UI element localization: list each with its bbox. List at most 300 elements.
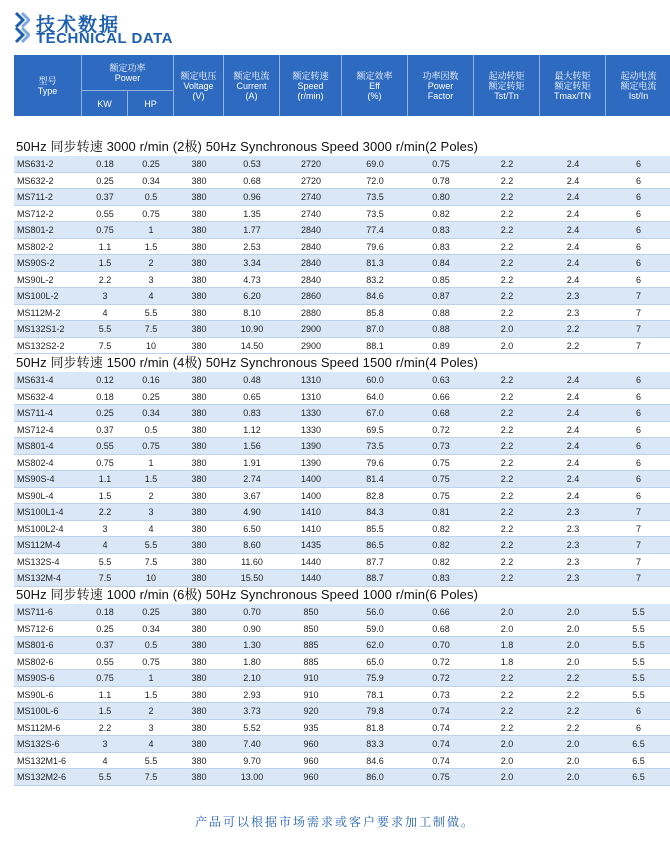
cell-speed: 1410 xyxy=(300,523,322,534)
table-row xyxy=(14,239,670,256)
cell-eff: 56.0 xyxy=(366,607,384,617)
cell-kw: 1.5 xyxy=(98,706,112,716)
table-row xyxy=(14,255,670,272)
cell-tst: 2.2 xyxy=(500,175,514,186)
cell-current: 1.12 xyxy=(243,424,261,435)
cell-tmax: 2.0 xyxy=(566,607,580,617)
cell-voltage: 380 xyxy=(191,656,207,667)
cell-current: 11.60 xyxy=(241,556,263,567)
cell-voltage: 380 xyxy=(191,324,207,334)
section-rows xyxy=(14,156,670,354)
cell-tmax: 2.3 xyxy=(566,556,580,567)
cell-tst: 2.2 xyxy=(500,241,514,252)
cell-eff: 79.6 xyxy=(366,457,384,468)
cell-power-factor: 0.73 xyxy=(432,689,450,700)
cell-speed: 2840 xyxy=(300,274,322,285)
table-row xyxy=(14,189,670,206)
cell-speed: 2720 xyxy=(300,175,322,186)
cell-current: 3.34 xyxy=(243,258,261,268)
cell-kw: 4 xyxy=(102,307,108,318)
cell-kw: 3 xyxy=(102,523,108,534)
cell-ist: 6 xyxy=(635,225,641,235)
cell-tst: 2.2 xyxy=(500,225,514,235)
cell-tst: 2.2 xyxy=(500,573,514,583)
cell-tmax: 2.4 xyxy=(566,490,580,501)
cell-type: MS132S-6 xyxy=(17,739,60,749)
cell-tmax: 2.0 xyxy=(566,656,580,667)
cell-power-factor: 0.66 xyxy=(432,607,450,617)
cell-voltage: 380 xyxy=(191,441,207,451)
cell-tst: 2.2 xyxy=(500,474,514,484)
cell-current: 8.60 xyxy=(243,540,261,550)
cell-ist: 7 xyxy=(635,523,641,534)
cell-tmax: 2.4 xyxy=(566,208,580,219)
cell-power-factor: 0.82 xyxy=(432,523,450,534)
cell-speed: 2720 xyxy=(300,159,322,169)
cell-tst: 2.2 xyxy=(500,706,514,716)
cell-kw: 0.55 xyxy=(96,656,114,667)
cell-speed: 850 xyxy=(303,623,319,634)
cell-voltage: 380 xyxy=(191,556,207,567)
cell-eff: 73.5 xyxy=(366,192,384,202)
cell-current: 0.68 xyxy=(243,175,261,186)
cell-type: MS90S-2 xyxy=(17,258,55,268)
cell-current: 5.52 xyxy=(243,722,261,733)
cell-speed: 2740 xyxy=(300,208,322,219)
cell-type: MS802-6 xyxy=(17,656,54,667)
cell-tst: 2.2 xyxy=(500,391,514,402)
cell-eff: 79.8 xyxy=(366,706,384,716)
cell-ist: 6 xyxy=(635,274,641,285)
cell-type: MS801-6 xyxy=(17,640,54,650)
cell-hp: 2 xyxy=(148,258,154,268)
table-row xyxy=(14,405,670,422)
cell-ist: 7 xyxy=(635,324,641,334)
table-row xyxy=(14,753,670,770)
section-4-poles xyxy=(14,354,670,587)
cell-eff: 73.5 xyxy=(366,208,384,219)
table-row xyxy=(14,389,670,406)
cell-voltage: 380 xyxy=(191,175,207,186)
cell-type: MS631-4 xyxy=(17,375,54,385)
cell-current: 0.70 xyxy=(243,607,261,617)
cell-eff: 69.5 xyxy=(366,424,384,435)
cell-tst: 2.2 xyxy=(500,441,514,451)
cell-voltage: 380 xyxy=(191,523,207,534)
cell-power-factor: 0.82 xyxy=(432,208,450,219)
cell-tst: 2.2 xyxy=(500,291,514,301)
col-ist: 起动电流 额定电流 Ist/In xyxy=(620,70,657,101)
cell-hp: 7.5 xyxy=(144,556,158,567)
cell-power-factor: 0.75 xyxy=(432,490,450,501)
cell-type: MS90S-6 xyxy=(17,673,55,683)
section-rows xyxy=(14,604,670,786)
cell-hp: 5.5 xyxy=(144,540,158,550)
cell-speed: 885 xyxy=(303,656,319,667)
cell-type: MS712-6 xyxy=(17,623,54,634)
cell-voltage: 380 xyxy=(191,258,207,268)
cell-tmax: 2.3 xyxy=(566,573,580,583)
cell-hp: 7.5 xyxy=(144,324,158,334)
cell-ist: 7 xyxy=(635,540,641,550)
cell-eff: 88.7 xyxy=(366,573,384,583)
cell-ist: 6.5 xyxy=(632,772,645,782)
cell-current: 0.48 xyxy=(243,375,261,385)
cell-eff: 84.6 xyxy=(366,291,384,301)
cell-ist: 6 xyxy=(635,391,641,402)
cell-tst: 2.2 xyxy=(500,523,514,534)
cell-ist: 6 xyxy=(635,474,641,484)
cell-voltage: 380 xyxy=(191,424,207,435)
table-row xyxy=(14,288,670,305)
cell-type: MS100L-6 xyxy=(17,706,59,716)
cell-voltage: 380 xyxy=(191,540,207,550)
cell-tst: 2.0 xyxy=(500,755,514,766)
cell-current: 4.90 xyxy=(243,507,261,517)
cell-ist: 6 xyxy=(635,441,641,451)
cell-voltage: 380 xyxy=(191,192,207,202)
cell-current: 1.91 xyxy=(243,457,261,468)
cell-voltage: 380 xyxy=(191,291,207,301)
cell-ist: 5.5 xyxy=(632,640,645,650)
cell-voltage: 380 xyxy=(191,375,207,385)
cell-tmax: 2.2 xyxy=(566,340,580,351)
cell-tmax: 2.4 xyxy=(566,457,580,468)
cell-power-factor: 0.75 xyxy=(432,772,450,782)
cell-current: 2.93 xyxy=(243,689,261,700)
cell-eff: 73.5 xyxy=(366,441,384,451)
cell-ist: 7 xyxy=(635,340,641,351)
col-tmax: 最大转矩 额定转矩 Tmax/TN xyxy=(540,55,606,116)
table-row xyxy=(14,455,670,472)
cell-current: 8.10 xyxy=(243,307,261,318)
cell-power-factor: 0.63 xyxy=(432,375,450,385)
cell-power-factor: 0.66 xyxy=(432,391,450,402)
page-title-en: TECHNICAL DATA xyxy=(36,30,173,47)
cell-kw: 0.18 xyxy=(96,391,114,402)
cell-power-factor: 0.75 xyxy=(432,474,450,484)
cell-hp: 1 xyxy=(148,673,154,683)
cell-kw: 0.55 xyxy=(96,441,114,451)
cell-tmax: 2.3 xyxy=(566,507,580,517)
cell-hp: 0.34 xyxy=(142,408,160,418)
cell-current: 1.77 xyxy=(243,225,261,235)
cell-type: MS112M-2 xyxy=(17,307,61,318)
table-row xyxy=(14,670,670,687)
cell-kw: 0.25 xyxy=(96,408,114,418)
cell-tst: 2.2 xyxy=(500,307,514,318)
cell-kw: 3 xyxy=(102,291,108,301)
cell-power-factor: 0.74 xyxy=(432,755,450,766)
cell-type: MS801-2 xyxy=(17,225,54,235)
cell-tst: 1.8 xyxy=(500,640,514,650)
cell-speed: 1400 xyxy=(300,474,322,484)
cell-current: 4.73 xyxy=(243,274,261,285)
cell-voltage: 380 xyxy=(191,573,207,583)
cell-eff: 78.1 xyxy=(366,689,384,700)
cell-kw: 4 xyxy=(102,540,108,550)
cell-tmax: 2.4 xyxy=(566,175,580,186)
table-row xyxy=(14,570,670,587)
cell-power-factor: 0.83 xyxy=(432,225,450,235)
page-title-cn: 技术数据 xyxy=(36,14,121,36)
cell-power-factor: 0.68 xyxy=(432,408,450,418)
cell-type: MS802-4 xyxy=(17,457,54,468)
cell-speed: 920 xyxy=(303,706,319,716)
cell-speed: 1330 xyxy=(300,408,322,418)
cell-power-factor: 0.83 xyxy=(432,573,450,583)
cell-hp: 1.5 xyxy=(144,241,158,252)
cell-kw: 7.5 xyxy=(98,573,112,583)
footer-note: 产品可以根据市场需求或客户要求加工制做。 xyxy=(194,815,475,829)
cell-type: MS132M-4 xyxy=(17,573,62,583)
cell-kw: 0.18 xyxy=(96,607,114,617)
cell-hp: 5.5 xyxy=(144,755,158,766)
cell-tmax: 2.2 xyxy=(566,706,580,716)
table-row xyxy=(14,372,670,389)
table-row xyxy=(14,321,670,338)
cell-voltage: 380 xyxy=(191,706,207,716)
cell-kw: 7.5 xyxy=(98,340,112,351)
cell-kw: 5.5 xyxy=(98,772,112,782)
cell-tmax: 2.0 xyxy=(566,623,580,634)
cell-kw: 0.37 xyxy=(96,424,114,435)
cell-eff: 72.0 xyxy=(366,175,384,186)
cell-tst: 2.2 xyxy=(500,722,514,733)
cell-power-factor: 0.85 xyxy=(432,274,450,285)
cell-tmax: 2.0 xyxy=(566,772,580,782)
cell-tst: 2.2 xyxy=(500,258,514,268)
cell-speed: 910 xyxy=(303,689,319,700)
cell-speed: 1390 xyxy=(300,441,322,451)
cell-kw: 5.5 xyxy=(98,556,112,567)
cell-type: MS712-4 xyxy=(17,424,54,435)
cell-current: 2.53 xyxy=(243,241,261,252)
cell-speed: 2740 xyxy=(300,192,322,202)
cell-tmax: 2.4 xyxy=(566,474,580,484)
cell-tst: 2.2 xyxy=(500,490,514,501)
cell-hp: 2 xyxy=(148,490,154,501)
cell-power-factor: 0.80 xyxy=(432,192,450,202)
cell-tst: 2.2 xyxy=(500,159,514,169)
cell-ist: 7 xyxy=(635,507,641,517)
cell-type: MS112M-4 xyxy=(17,540,61,550)
cell-eff: 60.0 xyxy=(366,375,384,385)
cell-current: 0.65 xyxy=(243,391,261,402)
cell-eff: 85.5 xyxy=(366,523,384,534)
cell-tmax: 2.3 xyxy=(566,307,580,318)
cell-hp: 7.5 xyxy=(144,772,158,782)
cell-type: MS112M-6 xyxy=(17,722,61,733)
cell-voltage: 380 xyxy=(191,208,207,219)
cell-eff: 82.8 xyxy=(366,490,384,501)
cell-hp: 3 xyxy=(148,507,154,517)
cell-kw: 1.5 xyxy=(98,258,112,268)
section-2-poles xyxy=(14,138,670,354)
cell-kw: 3 xyxy=(102,739,108,749)
cell-tst: 2.2 xyxy=(500,192,514,202)
cell-speed: 960 xyxy=(303,739,319,749)
cell-hp: 0.25 xyxy=(142,159,160,169)
cell-current: 13.00 xyxy=(240,772,264,782)
cell-eff: 65.0 xyxy=(366,656,384,667)
table-row xyxy=(14,206,670,223)
cell-ist: 5.5 xyxy=(632,623,645,634)
cell-kw: 0.25 xyxy=(96,175,114,186)
cell-speed: 885 xyxy=(303,640,319,650)
cell-current: 2.10 xyxy=(243,673,261,683)
cell-kw: 2.2 xyxy=(98,274,112,285)
cell-eff: 75.9 xyxy=(366,673,384,683)
cell-kw: 0.55 xyxy=(96,208,114,219)
cell-tmax: 2.4 xyxy=(566,408,580,418)
table-row xyxy=(14,305,670,322)
cell-voltage: 380 xyxy=(191,159,207,169)
cell-power-factor: 0.88 xyxy=(432,324,450,334)
col-power-factor: 功率因数 Power Factor xyxy=(408,55,474,116)
cell-ist: 6 xyxy=(635,457,641,468)
cell-eff: 87.0 xyxy=(366,324,384,334)
cell-hp: 2 xyxy=(148,706,154,716)
table-row xyxy=(14,654,670,671)
cell-eff: 81.4 xyxy=(366,474,384,484)
cell-eff: 81.3 xyxy=(366,258,384,268)
table-row xyxy=(14,604,670,621)
section-title: 50Hz 同步转速 1000 r/min (6极) 50Hz Synchronous Speed 1000 r/min(6 Poles) xyxy=(16,587,478,602)
cell-tst: 2.2 xyxy=(500,689,514,700)
col-tst: 起动转矩 额定转矩 Tst/Tn xyxy=(474,55,540,116)
cell-tmax: 2.4 xyxy=(566,424,580,435)
cell-eff: 67.0 xyxy=(366,408,384,418)
cell-ist: 6 xyxy=(635,208,641,219)
cell-hp: 4 xyxy=(148,291,154,301)
col-kw: KW xyxy=(82,91,128,116)
table-row xyxy=(14,637,670,654)
cell-current: 15.50 xyxy=(240,573,264,583)
col-voltage: 额定电压 Voltage (V) xyxy=(174,55,224,116)
cell-tmax: 2.4 xyxy=(566,375,580,385)
cell-tst: 2.2 xyxy=(500,507,514,517)
cell-speed: 850 xyxy=(303,607,319,617)
cell-type: MS100L1-4 xyxy=(17,507,64,517)
cell-power-factor: 0.82 xyxy=(432,540,450,550)
cell-tst: 2.0 xyxy=(500,340,514,351)
cell-eff: 69.0 xyxy=(366,159,384,169)
cell-power-factor: 0.75 xyxy=(432,457,450,468)
cell-hp: 0.5 xyxy=(144,640,158,650)
table-row xyxy=(14,338,670,355)
cell-eff: 83.2 xyxy=(366,274,384,285)
cell-type: MS711-4 xyxy=(17,408,53,418)
cell-eff: 77.4 xyxy=(366,225,384,235)
cell-tmax: 2.2 xyxy=(566,673,580,683)
cell-kw: 0.18 xyxy=(96,159,114,169)
table-row xyxy=(14,720,670,737)
cell-power-factor: 0.83 xyxy=(432,241,450,252)
cell-tmax: 2.4 xyxy=(566,159,580,169)
cell-tmax: 2.2 xyxy=(566,722,580,733)
cell-ist: 6 xyxy=(635,490,641,501)
cell-tst: 2.0 xyxy=(500,772,514,782)
cell-tst: 2.0 xyxy=(500,324,514,334)
cell-tmax: 2.4 xyxy=(566,274,580,285)
cell-kw: 0.37 xyxy=(96,192,114,202)
cell-speed: 1440 xyxy=(300,556,322,567)
cell-current: 1.56 xyxy=(243,441,261,451)
cell-ist: 6 xyxy=(635,241,641,252)
cell-voltage: 380 xyxy=(191,408,207,418)
cell-power-factor: 0.72 xyxy=(432,673,450,683)
page-header xyxy=(14,6,314,48)
cell-current: 1.30 xyxy=(243,640,261,650)
cell-kw: 5.5 xyxy=(98,324,112,334)
cell-tst: 2.2 xyxy=(500,556,514,567)
cell-current: 1.35 xyxy=(243,208,261,219)
cell-voltage: 380 xyxy=(191,457,207,468)
cell-eff: 86.5 xyxy=(366,540,384,550)
table-row xyxy=(14,173,670,190)
cell-voltage: 380 xyxy=(191,772,207,782)
cell-speed: 1435 xyxy=(300,540,322,550)
cell-kw: 2.2 xyxy=(98,722,112,733)
cell-ist: 5.5 xyxy=(632,673,645,683)
cell-current: 6.20 xyxy=(243,291,261,301)
cell-power-factor: 0.88 xyxy=(432,307,450,318)
cell-type: MS132M2-6 xyxy=(17,772,67,782)
cell-kw: 0.37 xyxy=(96,640,114,650)
cell-eff: 64.0 xyxy=(366,391,384,402)
cell-tmax: 2.2 xyxy=(566,689,580,700)
table-header xyxy=(14,55,670,116)
cell-current: 1.80 xyxy=(243,656,261,667)
cell-voltage: 380 xyxy=(191,722,207,733)
cell-voltage: 380 xyxy=(191,689,207,700)
section-title: 50Hz 同步转速 3000 r/min (2极) 50Hz Synchronous Speed 3000 r/min(2 Poles) xyxy=(16,139,478,154)
cell-power-factor: 0.89 xyxy=(432,340,450,351)
table-row xyxy=(14,769,670,786)
cell-type: MS801-4 xyxy=(17,441,54,451)
cell-eff: 87.7 xyxy=(366,556,384,567)
cell-power-factor: 0.72 xyxy=(432,424,450,435)
cell-hp: 0.75 xyxy=(142,208,160,219)
cell-kw: 0.75 xyxy=(96,673,114,683)
cell-type: MS632-4 xyxy=(17,391,54,402)
cell-voltage: 380 xyxy=(191,623,207,634)
table-row xyxy=(14,156,670,173)
cell-voltage: 380 xyxy=(191,340,207,351)
cell-ist: 6 xyxy=(635,159,641,169)
cell-voltage: 380 xyxy=(191,640,207,650)
cell-tmax: 2.4 xyxy=(566,225,580,235)
cell-current: 6.50 xyxy=(243,523,261,534)
cell-speed: 2880 xyxy=(300,307,322,318)
cell-tst: 2.0 xyxy=(500,739,514,749)
cell-eff: 84.6 xyxy=(366,755,384,766)
cell-speed: 2860 xyxy=(300,291,322,301)
cell-tmax: 2.4 xyxy=(566,258,580,268)
cell-power-factor: 0.68 xyxy=(432,623,450,634)
cell-hp: 0.5 xyxy=(144,192,158,202)
cell-speed: 935 xyxy=(303,722,319,733)
table-row xyxy=(14,504,670,521)
cell-speed: 1330 xyxy=(300,424,322,435)
cell-voltage: 380 xyxy=(191,241,207,252)
cell-eff: 84.3 xyxy=(366,507,384,517)
cell-kw: 0.12 xyxy=(96,375,114,385)
cell-ist: 6.5 xyxy=(632,739,645,749)
cell-tst: 2.0 xyxy=(500,623,514,634)
cell-tst: 2.2 xyxy=(500,274,514,285)
